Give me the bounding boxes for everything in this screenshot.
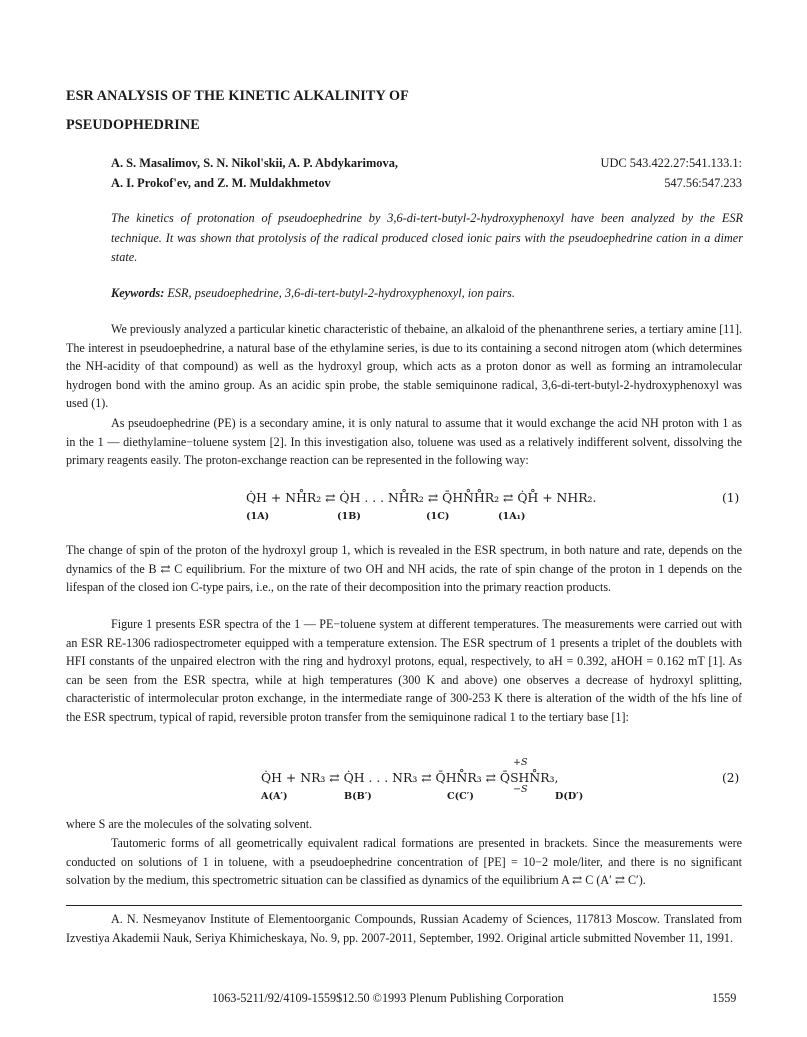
eq1-label-1c: (1C) (426, 511, 450, 522)
equation-2: Q̇H + NR₃ ⇄ Q̇H . . . NR₃ ⇄ Q̄HN̊R₃ ⇄ Q̄SHN̊R₃, (261, 770, 559, 785)
keywords-text: ESR, pseudoephedrine, 3,6-di-tert-butyl-2-hydroxyphenoxyl, ion pairs. (167, 286, 515, 300)
title-line-1: ESR ANALYSIS OF THE KINETIC ALKALINITY OF (66, 88, 409, 104)
authors-line-1: A. S. Masalimov, S. N. Nikol'skii, A. P. Abdykarimova, (111, 156, 398, 170)
eq1-label-1b: (1B) (337, 511, 361, 522)
authors-line-2: A. I. Prokof'ev, and Z. M. Muldakhmetov (111, 176, 331, 190)
eq2-label-c: C(C′) (447, 791, 474, 802)
paragraph-4: Figure 1 presents ESR spectra of the 1 — PE−toluene system at different temperatures. The measurements were carried out with an ESR RE-1306 radiospectrometer equipped with a temperature extension. The ESR spectrum of 1 presents a triplet of the doublets with HFI constants of the unpaired electron with the ring and hydroxyl protons, equal, respectively, to aH = 0.392, aHOH = 0.162 mT [1]. As can be seen from the ESR spectra, while at high temperatures (300 K and above) one observes a decrease of hydroxyl splitting, characteristic of intermolecular proton exchange, in the intermediate range of 300-253 K there is alteration of the width of the hfs line of the ESR spectrum, typical of rapid, reversible proton transfer from the semiquinone radical 1 to the tertiary base [1]: (66, 617, 742, 724)
authors (111, 153, 531, 193)
equation-2-number: (2) (722, 771, 740, 785)
eq2-under-label: −S (513, 784, 528, 795)
paragraph-3: The change of spin of the proton of the hydroxyl group 1, which is revealed in the ESR spectrum, in both nature and rate, depends on the dynamics of the B ⇄ C equilibrium. For the mixture of two OH and NH acids, the rate of spin change of the proton in 1 depends on the lifespan of the closed ion C-type pairs, i.e., on the rate of their decomposition into the primary reaction products. (66, 543, 742, 595)
equation-1: Q̇H + NH̊R₂ ⇄ Q̇H . . . NH̊R₂ ⇄ Q̄HN̊H̊R₂ ⇄ Q̇H̊ + NHR₂. (246, 490, 597, 505)
abstract: The kinetics of protonation of pseudoephedrine by 3,6-di-tert-butyl-2-hydroxyphenoxyl have been analyzed by the ESR technique. It was shown that protolysis of the radical produced closed ionic pairs with the pseudoephedrine cation in a dimer state. (111, 211, 743, 264)
paragraph-1: We previously analyzed a particular kinetic characteristic of thebaine, an alkaloid of the phenanthrene series, a tertiary amine [11]. The interest in pseudoephedrine, a natural base of the ethylamine series, is due to its containing a second nitrogen atom (which determines the NH-acidity of that compound) as well as the hydroxyl group, which acts as a proton donor as well as forming an intramolecular hydrogen bond with the amino group. As an acidic spin probe, the stable semiquinone radical, 3,6-di-tert-butyl-2-hydroxyphenoxyl was used (1). (66, 322, 742, 411)
paragraph-5: where S are the molecules of the solvating solvent. (66, 817, 313, 831)
page-number: 1559 (712, 991, 737, 1005)
udc-code (520, 153, 742, 193)
eq2-label-a: A(A′) (261, 791, 288, 802)
eq2-label-b: B(B′) (344, 791, 372, 802)
paragraph-2: As pseudoephedrine (PE) is a secondary amine, it is only natural to assume that it would exchange the acid NH proton with 1 as in the 1 — diethylamine−toluene system [2]. In this investigation also, toluene was used as a relatively indifferent solvent, dissolving the primary reagents easily. The proton-exchange reaction can be represented in the following way: (66, 416, 742, 468)
copyright-line: 1063-5211/92/4109-1559$12.50 ©1993 Plenum Publishing Corporation (212, 991, 564, 1005)
equation-1-number: (1) (722, 491, 740, 505)
paper-title (66, 82, 706, 140)
eq1-label-1a: (1A) (246, 511, 270, 522)
title-line-2: PSEUDOPHEDRINE (66, 117, 200, 133)
affiliation-footnote: A. N. Nesmeyanov Institute of Elementoorganic Compounds, Russian Academy of Sciences, 117813 Moscow. Translated from Izvestiya Akademii Nauk, Seriya Khimicheskaya, No. 9, pp. 2007-2011, September, 1992. Original article submitted November 11, 1991. (66, 912, 742, 945)
eq2-over-label: +S (513, 757, 528, 768)
eq1-label-1a1: (1A₁) (498, 511, 526, 522)
udc-line-2: 547.56:547.233 (664, 176, 742, 190)
keywords (111, 284, 743, 303)
keywords-label: Keywords: (111, 286, 165, 300)
paragraph-6: Tautomeric forms of all geometrically equivalent radical formations are presented in brackets. Since the measurements were conducted on solutions of 1 in toluene, with a pseudoephedrine concentration of [PE] = 10−2 mole/liter, and there is no significant solvation by the medium, this spectrometric situation can be classified as dynamics of the equilibrium A ⇄ C (A′ ⇄ C′). (66, 836, 742, 888)
eq2-label-d: D(D′) (555, 791, 584, 802)
footnote-divider (66, 905, 742, 906)
udc-line-1: UDC 543.422.27:541.133.1: (600, 156, 742, 170)
